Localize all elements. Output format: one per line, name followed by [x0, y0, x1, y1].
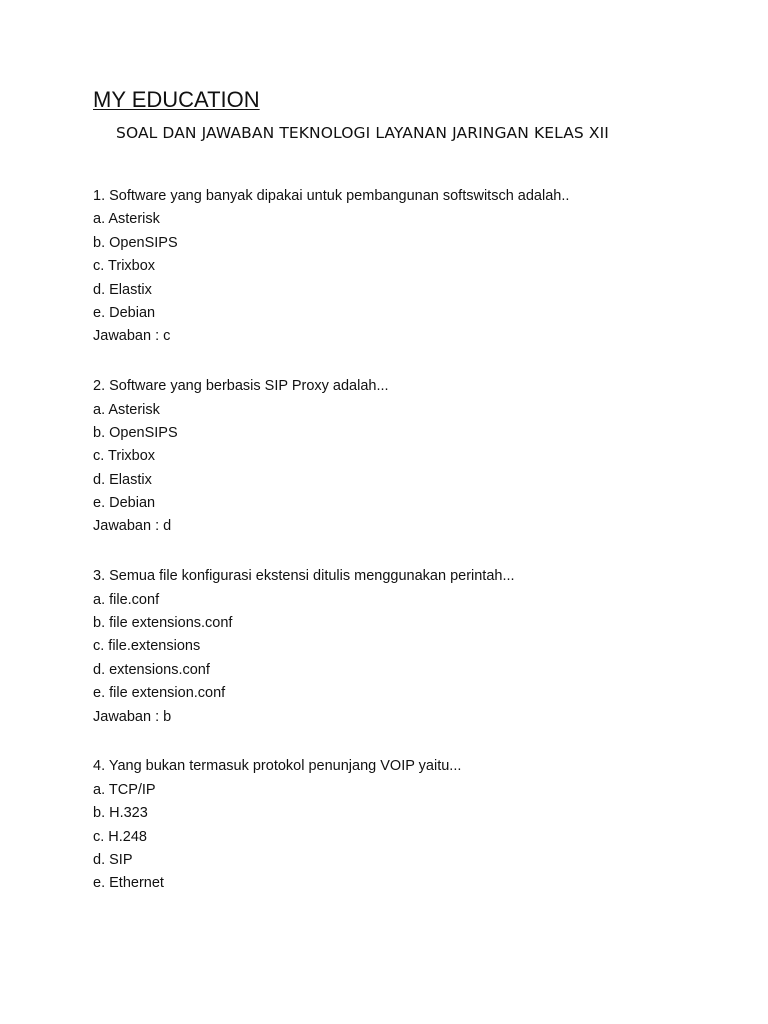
option-c: c. Trixbox — [93, 258, 156, 275]
question-2 — [93, 375, 733, 539]
option-c: c. Trixbox — [93, 448, 156, 465]
answer-text: Jawaban : b — [93, 708, 172, 725]
option-a: a. file.conf — [93, 591, 160, 608]
answer-text: Jawaban : d — [93, 518, 172, 535]
question-4 — [93, 755, 733, 895]
option-b: b. OpenSIPS — [93, 234, 178, 251]
option-b: b. file extensions.conf — [93, 615, 233, 632]
question-text: 4. Yang bukan termasuk protokol penunjang VOIP yaitu... — [93, 758, 462, 775]
question-text: 3. Semua file konfigurasi ekstensi ditulis menggunakan perintah... — [93, 568, 515, 585]
option-a: a. Asterisk — [93, 211, 160, 228]
option-e: e. file extension.conf — [93, 685, 226, 702]
question-1 — [93, 185, 733, 349]
option-d: d. extensions.conf — [93, 661, 210, 678]
question-list — [93, 185, 733, 922]
option-e: e. Ethernet — [93, 875, 164, 892]
option-a: a. TCP/IP — [93, 781, 156, 798]
option-d: d. SIP — [93, 851, 133, 868]
option-c: c. file.extensions — [93, 638, 201, 655]
option-e: e. Debian — [93, 495, 156, 512]
option-e: e. Debian — [93, 304, 156, 321]
answer-text: Jawaban : c — [93, 328, 171, 345]
question-text: 2. Software yang berbasis SIP Proxy adalah... — [93, 378, 389, 395]
document-title: SOAL DAN JAWABAN TEKNOLOGI LAYANAN JARINGAN KELAS XII — [116, 124, 609, 142]
option-c: c. H.248 — [93, 828, 147, 845]
site-title: MY EDUCATION — [93, 87, 260, 112]
option-a: a. Asterisk — [93, 401, 160, 418]
question-text: 1. Software yang banyak dipakai untuk pembangunan softswitsch adalah.. — [93, 188, 570, 204]
question-3 — [93, 565, 733, 729]
option-d: d. Elastix — [93, 281, 152, 298]
option-d: d. Elastix — [93, 471, 152, 488]
option-b: b. OpenSIPS — [93, 424, 178, 441]
option-b: b. H.323 — [93, 805, 148, 822]
